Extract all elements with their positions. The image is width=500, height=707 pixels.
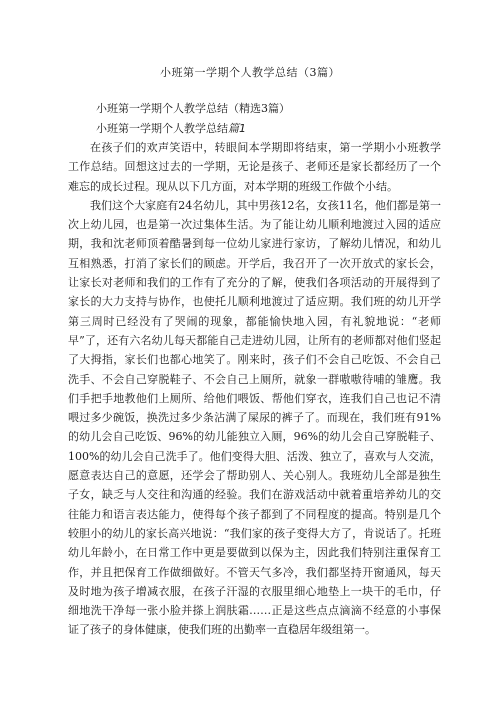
document-subtitle: 小班第一学期个人教学总结（精选3篇）	[96, 102, 290, 115]
paragraph-class-overview: 我们这个大家庭有24名幼儿，其中男孩12名，女孩11名，他们都是第一次上幼儿园，也是第一次过集体生活。为了能让幼儿顺利地渡过入园的适应期，我和沈老师顶着酷暑到每一位幼儿家进行家访，了解幼儿情况，和幼儿互相熟悉，打消了家长们的顾虑。开学后，我召开了一次开放式的家长会，让家长对老师和我们的工作有了充分的了解，使我们各项活动的开展得到了家长的大力支持与协作，也使托儿顺利地渡过了适应期。我们班的幼儿开学第三周时已经没有了哭闹的现象，都能愉快地入园，有礼貌地说：“老师早”了，还有六名幼儿每天都能自己走进幼儿园，让所有的老师都对他们竖起了大拇指，家长们也都心地笑了。刚来时，孩子们不会自己吃饭、不会自己洗手、不会自己穿脱鞋子、不会自己上厕所，就象一群嗷嗷待哺的雏鹰。我们手把手地教他们上厕所、给他们喂饭、帮他们穿衣，连我们自己也记不清喂过多少碗饭，换洗过多少条沾满了屎尿的裤子了。而现在，我们班有91%的幼儿会自己吃饭、96%的幼儿能独立入厕，96%的幼儿会自己穿脱鞋子、100%的幼儿会自己洗手了。他们变得大胆、活泼、独立了，喜欢与人交流，愿意表达自己的意愿，还学会了帮助别人、关心别人。我班幼儿全部是独生子女，缺乏与人交往和沟通的经验。我们在游戏活动中就着重培养幼儿的交往能力和语言表达能力，使得每个孩子都到了不同程度的提高。特别是几个较胆小的幼儿的家长高兴地说：“我们家的孩子变得大方了，肯说话了。托班幼儿年龄小，在日常工作中更是要做到以保为主，因此我们特别注重保育工作，并且把保育工作做细做好。不管天气多冷，我们都坚持开窗通风，每天及时地为孩子增减衣服，在孩子汗湿的衣服里细心地垫上一块干的毛巾，仔细地洗干净每一张小脸并搽上润肤霜……正是这些点点滴滴不经意的小事保证了孩子的身体健康，使我们班的出勤率一直稳居年级组第一。	[68, 198, 441, 637]
paragraph-intro: 在孩子们的欢声笑语中，转眼间本学期即将结束，第一学期小小班教学工作总结。回想这过去的一学期，无论是孩子、老师还是家长都经历了一个难忘的成长过程。现从以下几方面，对本学期的班级工作做个小结。	[68, 141, 441, 193]
document-body	[68, 138, 441, 640]
document-title: 小班第一学期个人教学总结（3篇）	[160, 66, 340, 79]
section-heading	[96, 120, 246, 136]
section-heading-number: 篇1	[228, 122, 246, 135]
section-heading-prefix: 小班第一学期个人教学总结	[96, 122, 228, 135]
